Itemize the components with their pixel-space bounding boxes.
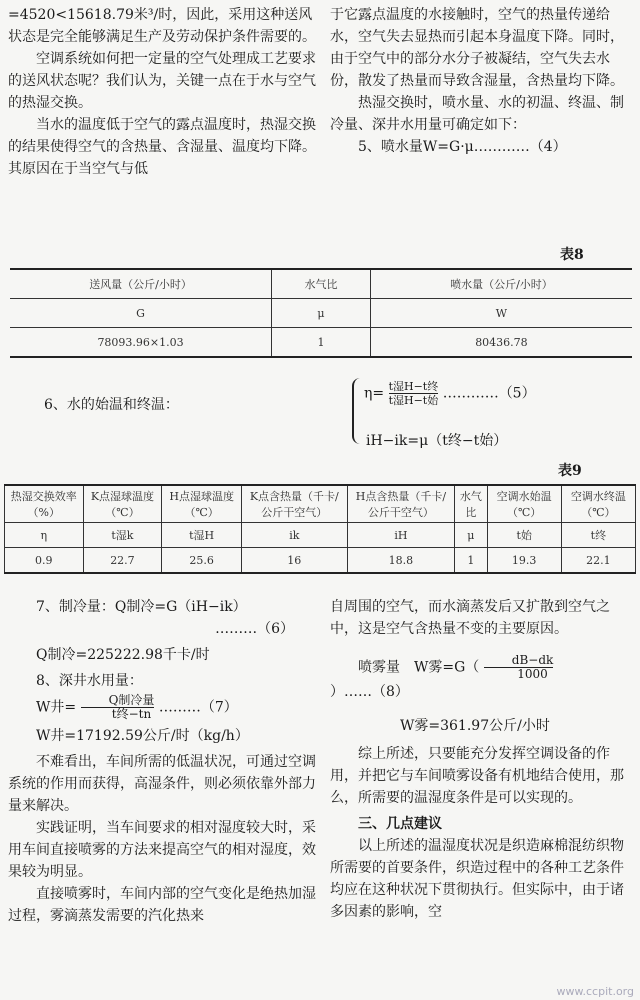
table-cell: 空调水终温（℃） — [561, 485, 635, 523]
table-cell: 22.1 — [561, 548, 635, 574]
table-cell: t终 — [561, 523, 635, 548]
table-cell: t湿k — [83, 523, 162, 548]
paragraph: 于它露点温度的水接触时，空气的热量传递给水，空气失去显热而引起本身温度下降。同时，由于空气中的部分水分子被凝结，空气失去水份，散发了热量而导致含湿量，含热量均下降。 — [330, 7, 624, 89]
table-cell: H点湿球温度（℃） — [162, 485, 242, 523]
table-row — [10, 299, 632, 328]
table-cell: K点湿球温度（℃） — [83, 485, 162, 523]
table-cell: 1 — [272, 328, 371, 358]
table-row — [5, 548, 636, 574]
cooling-result: Q制冷=225222.98千卡/时 — [36, 647, 210, 663]
paragraph: 空调系统如何把一定量的空气处理成工艺要求的送风状态呢？我们认为，关键一点在于水与空气的热湿交换。 — [8, 51, 316, 111]
paragraph: 当水的温度低于空气的露点温度时，热湿交换的结果使得空气的含热量、含湿量、温度均下降。其原因在于当空气与低 — [8, 117, 316, 177]
table-cell: μ — [272, 299, 371, 328]
equation-8 — [330, 654, 630, 703]
table-8-label: 表8 — [560, 247, 584, 263]
right-column-bottom — [330, 596, 630, 923]
table-cell: W — [370, 299, 632, 328]
eq-tag: ）……（8） — [330, 684, 409, 700]
table-cell: 热湿交换效率（%） — [5, 485, 84, 523]
fraction — [484, 654, 554, 681]
table-cell: 22.7 — [83, 548, 162, 574]
table-8 — [10, 268, 632, 358]
paragraph: 综上所述，只要能充分发挥空调设备的作用，并把它与车间喷雾设备有机地结合使用，那么，所需要的温湿度条件是可以实现的。 — [330, 746, 624, 806]
eq-tag: ………（7） — [158, 699, 238, 716]
fraction — [389, 380, 439, 407]
section-6-title: 6、水的始温和终温： — [44, 397, 179, 413]
numerator: dB−dk — [484, 654, 554, 668]
table-cell: 19.3 — [487, 548, 561, 574]
table-cell: iH — [347, 523, 455, 548]
table-cell: t始 — [487, 523, 561, 548]
section-3-title: 三、几点建议 — [358, 816, 442, 832]
equation-brace — [352, 378, 362, 444]
table-cell: t湿H — [162, 523, 242, 548]
table-cell: 78093.96×1.03 — [10, 328, 272, 358]
equation-4: 5、喷水量W=G·μ…………（4） — [358, 139, 567, 155]
table-cell: 25.6 — [162, 548, 242, 574]
spray-result: W雾=361.97公斤/小时 — [400, 718, 550, 734]
table-cell: 空调水始温（℃） — [487, 485, 561, 523]
table-cell: 水气比 — [272, 269, 371, 299]
equation-7 — [8, 694, 324, 721]
table-cell: 送风量（公斤/小时） — [10, 269, 272, 299]
table-header-row — [5, 485, 636, 523]
table-9 — [4, 484, 636, 574]
table-cell: G — [10, 299, 272, 328]
paragraph: 热湿交换时，喷水量、水的初温、终温、制冷量、深井水用量可确定如下： — [330, 95, 624, 133]
table-cell: 1 — [455, 548, 487, 574]
table-cell: H点含热量（千卡/公斤干空气） — [347, 485, 455, 523]
eq-tag: …………（5） — [442, 385, 536, 402]
numerator: Q制冷量 — [81, 694, 155, 708]
paragraph: =4520<15618.79米³/时，因此，采用这种送风状态是完全能够满足生产及劳动保护条件需要的。 — [8, 7, 316, 45]
fraction — [81, 694, 155, 721]
table-cell: 0.9 — [5, 548, 84, 574]
equation-6: 7、制冷量：Q制冷=G（iH−ik） — [36, 599, 247, 615]
table-cell: 喷水量（公斤/小时） — [370, 269, 632, 299]
table-cell: 18.8 — [347, 548, 455, 574]
left-column-top — [8, 4, 316, 180]
table-cell: K点含热量（千卡/公斤干空气） — [241, 485, 347, 523]
eq-lhs: η= — [364, 385, 385, 402]
denominator: 1000 — [517, 667, 548, 681]
section-8-title: 8、深井水用量： — [36, 673, 143, 689]
paragraph: 实践证明，当车间要求的相对湿度较大时，采用车间直接喷雾的方法来提高空气的相对湿度，效果较为明显。 — [8, 820, 316, 880]
equation-5b: iH−ik=μ（t终−t始） — [366, 433, 508, 449]
eq-lhs: 喷雾量 W雾=G（ — [358, 659, 480, 676]
table-9-label: 表9 — [558, 463, 582, 479]
table-cell: μ — [455, 523, 487, 548]
paragraph: 以上所述的温湿度状况是织造麻棉混纺织物所需要的首要条件，织造过程中的各种工艺条件均应在这种状况下贯彻执行。但实际中，由于诸多因素的影响，空 — [330, 838, 624, 920]
eq-tag: ………（6） — [215, 621, 294, 637]
paragraph: 自周围的空气，而水滴蒸发后又扩散到空气之中，这是空气含热量不变的主要原因。 — [330, 599, 610, 637]
well-water-result: W井=17192.59公斤/时（kg/h） — [36, 728, 249, 744]
paragraph: 不难看出，车间所需的低温状况，可通过空调系统的作用而获得，高湿条件，则必须依靠外部力量来解决。 — [8, 754, 316, 814]
right-column-top — [330, 4, 630, 158]
eq-lhs: W井= — [36, 699, 77, 716]
table-cell: 水气比 — [455, 485, 487, 523]
table-cell: 80436.78 — [370, 328, 632, 358]
equation-5 — [364, 380, 536, 407]
paragraph: 直接喷雾时，车间内部的空气变化是绝热加湿过程，雾滴蒸发需要的汽化热来 — [8, 886, 316, 924]
table-header-row — [10, 269, 632, 299]
numerator: t湿H−t终 — [388, 380, 439, 393]
table-row — [5, 523, 636, 548]
denominator: t终−tn — [111, 707, 152, 721]
denominator: t湿H−t始 — [388, 394, 439, 407]
table-cell: 16 — [241, 548, 347, 574]
left-column-bottom — [8, 596, 324, 927]
watermark: www.ccpit.org — [556, 985, 634, 998]
table-row — [10, 328, 632, 358]
table-cell: η — [5, 523, 84, 548]
table-cell: ik — [241, 523, 347, 548]
